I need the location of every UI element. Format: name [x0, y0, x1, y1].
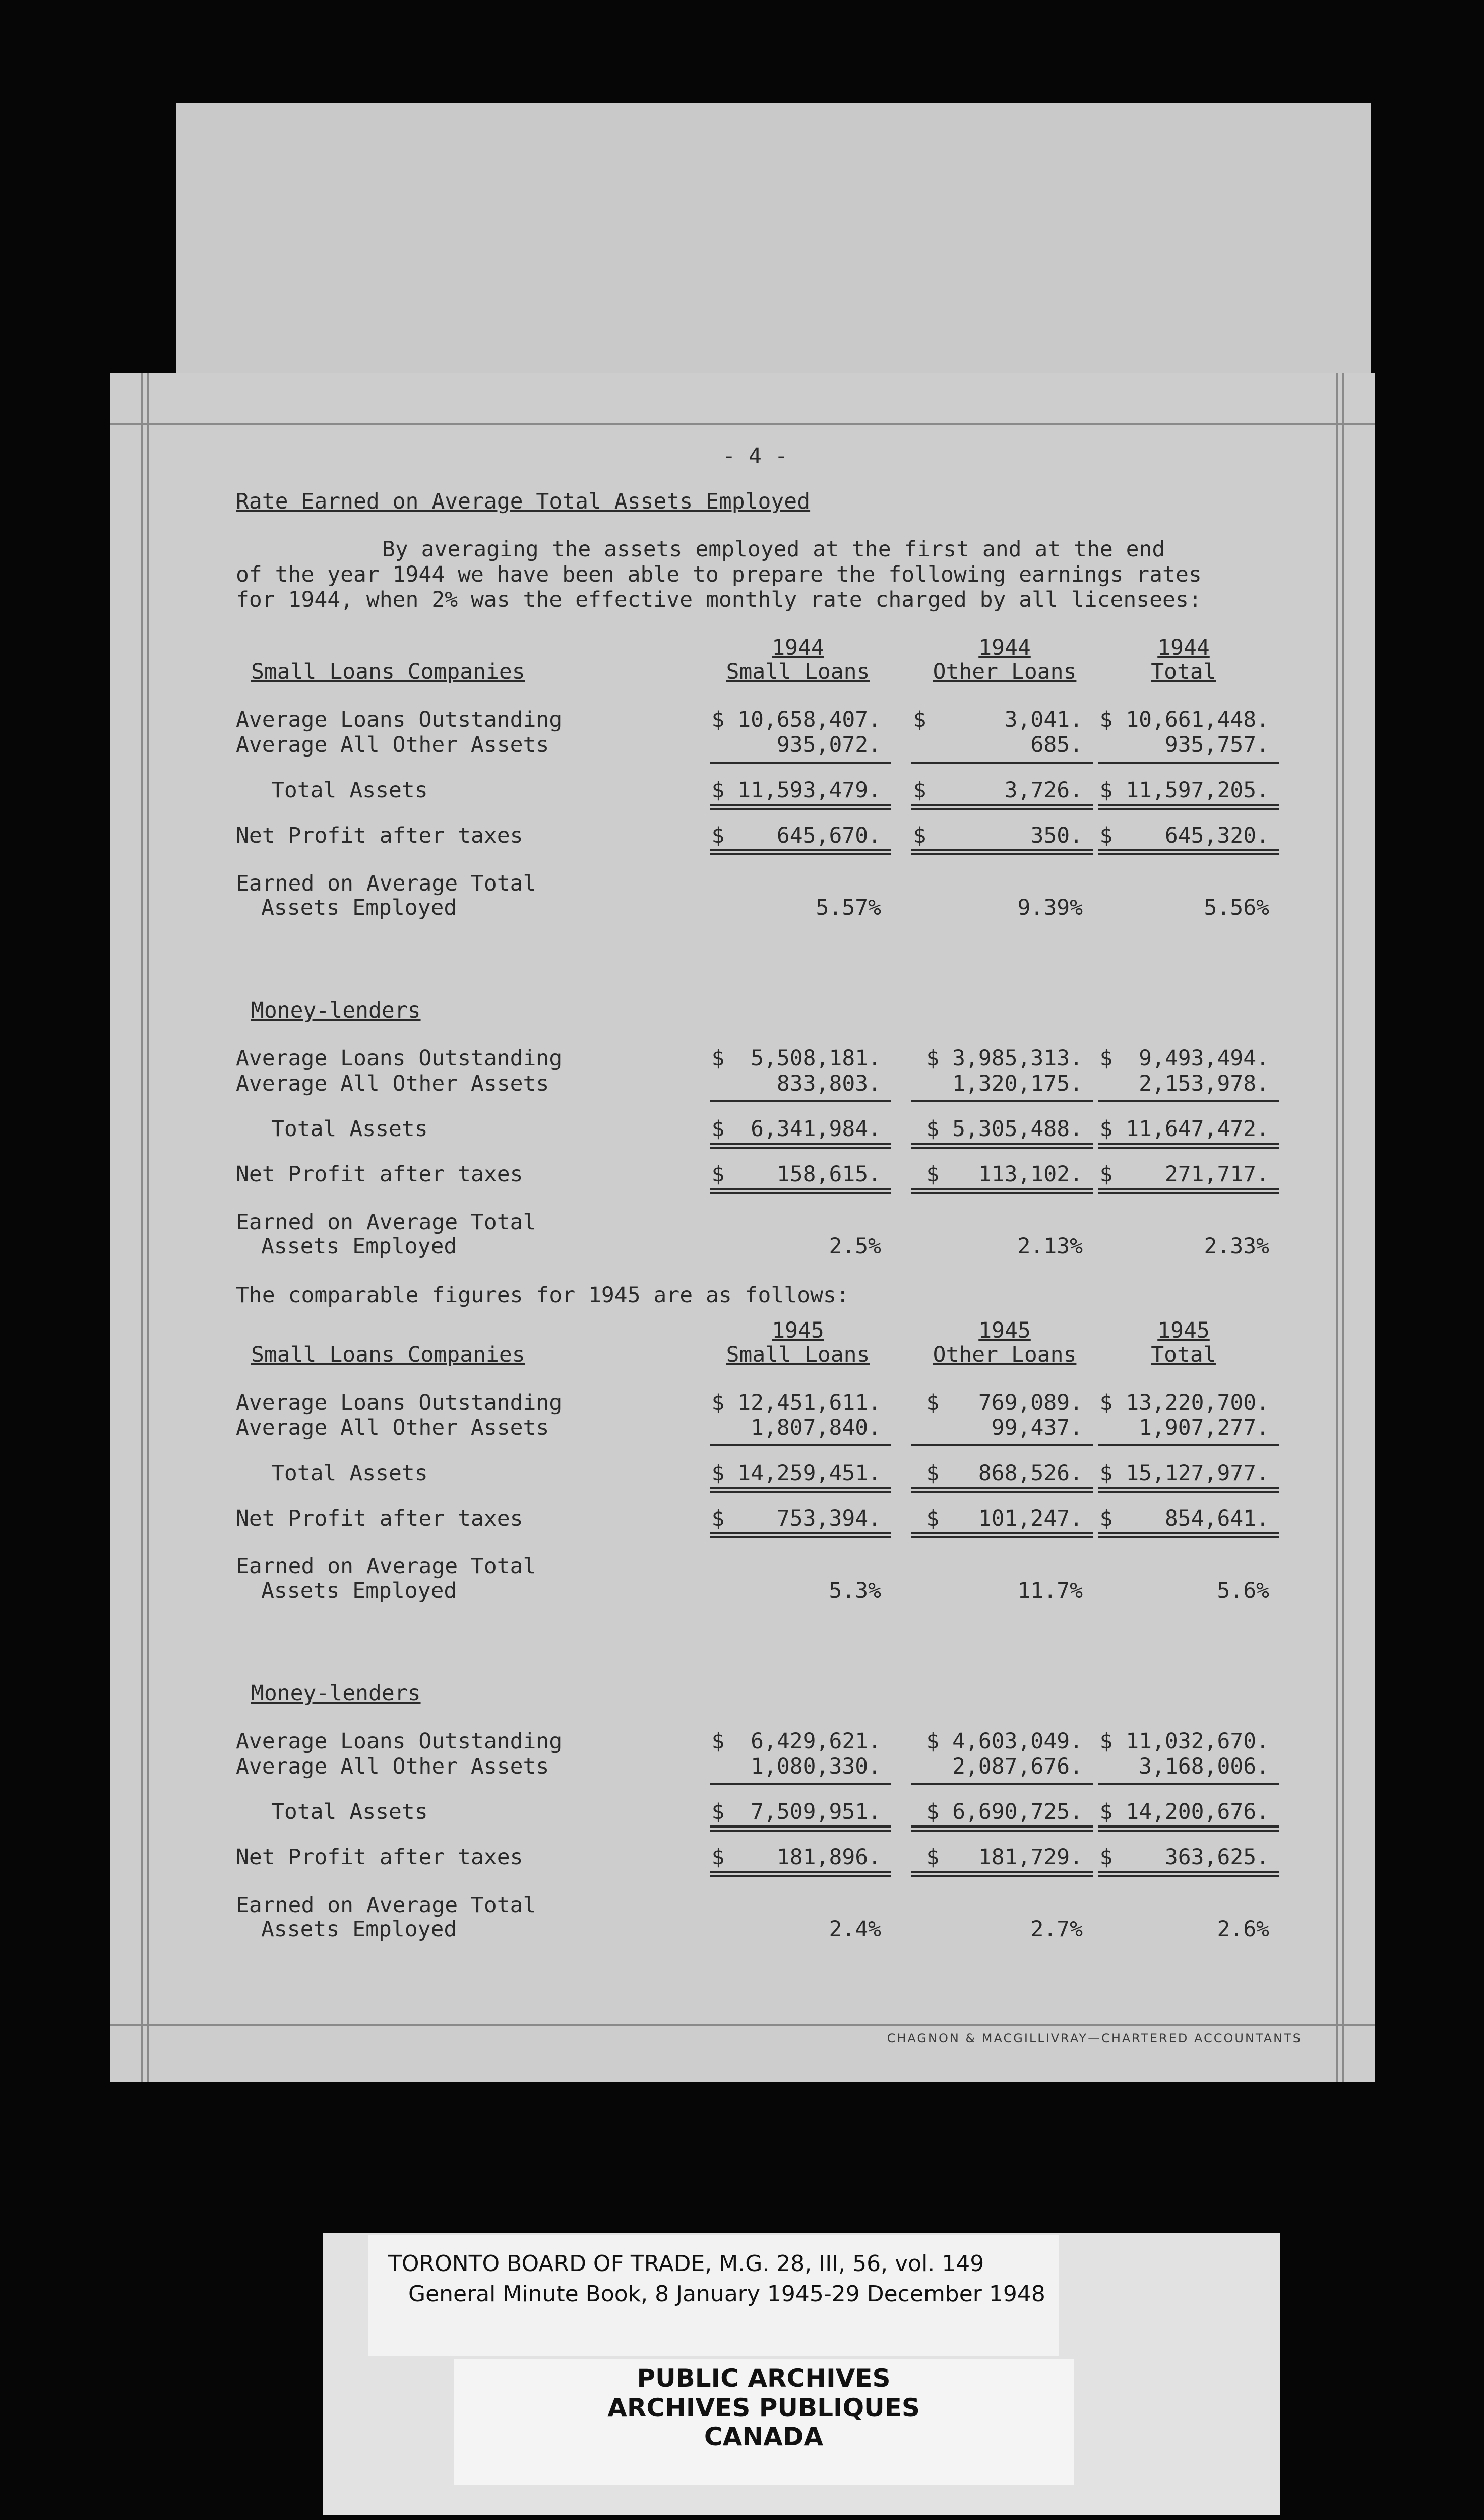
table-cell: 11.7%	[1017, 1578, 1083, 1603]
table-cell: 2.4%	[829, 1917, 881, 1942]
column-year-2: 1945	[1157, 1318, 1210, 1343]
table-cell: 99,437.	[991, 1415, 1083, 1440]
table-cell: 5.56%	[1204, 895, 1269, 920]
profit-double-rule	[1098, 1532, 1279, 1538]
profit-double-rule	[1098, 849, 1279, 855]
row-label: Assets Employed	[261, 1917, 457, 1942]
total-double-rule	[911, 1143, 1093, 1149]
table-cell: $ 11,597,205.	[1099, 778, 1269, 803]
table-cell: 2.5%	[829, 1234, 881, 1259]
subtotal-rule	[710, 762, 891, 764]
underlying-sheet	[176, 103, 1371, 386]
table-cell: $ 5,305,488.	[926, 1116, 1083, 1142]
section-title: Money-lenders	[251, 1681, 421, 1706]
total-double-rule	[710, 1143, 891, 1149]
archive-label	[368, 2235, 1059, 2356]
column-header-1: Other Loans	[933, 1342, 1077, 1367]
table-cell: 1,907,277.	[1139, 1415, 1269, 1440]
table-cell: 1,080,330.	[751, 1754, 881, 1779]
row-label: Total Assets	[271, 1116, 428, 1142]
row-label: Net Profit after taxes	[236, 1506, 523, 1531]
row-label: Earned on Average Total	[236, 871, 536, 896]
comparable-note: The comparable figures for 1945 are as follows:	[236, 1283, 849, 1308]
table-cell: $ 3,041.	[913, 707, 1083, 732]
total-double-rule	[911, 1825, 1093, 1832]
archive-label-line-1: TORONTO BOARD OF TRADE, M.G. 28, III, 56, vol. 149	[388, 2251, 984, 2277]
table-cell: $ 7,509,951.	[711, 1799, 881, 1824]
table-cell: $ 9,493,494.	[1099, 1046, 1269, 1071]
row-label: Total Assets	[271, 778, 428, 803]
profit-double-rule	[911, 1188, 1093, 1194]
table-cell: $ 5,508,181.	[711, 1046, 881, 1071]
row-label: Average All Other Assets	[236, 1415, 549, 1440]
firm-footer: CHAGNON & MACGILLIVRAY—CHARTERED ACCOUNTANTS	[887, 2031, 1302, 2045]
subtotal-rule	[911, 1444, 1093, 1446]
row-label: Average Loans Outstanding	[236, 707, 563, 732]
section-title: Small Loans Companies	[251, 659, 525, 684]
table-cell: $ 11,647,472.	[1099, 1116, 1269, 1142]
column-header-2: Total	[1151, 1342, 1216, 1367]
archive-stamp-line-1: PUBLIC ARCHIVES	[637, 2364, 891, 2393]
table-cell: $ 10,658,407.	[711, 707, 881, 732]
table-cell: 2,087,676.	[952, 1754, 1083, 1779]
table-cell: 2.7%	[1030, 1917, 1083, 1942]
row-label: Earned on Average Total	[236, 1893, 536, 1918]
column-year-2: 1944	[1157, 635, 1210, 660]
total-double-rule	[911, 804, 1093, 810]
table-cell: 9.39%	[1017, 895, 1083, 920]
subtotal-rule	[710, 1100, 891, 1102]
profit-double-rule	[911, 1532, 1093, 1538]
profit-double-rule	[1098, 1871, 1279, 1877]
subtotal-rule	[1098, 1100, 1279, 1102]
row-label: Average All Other Assets	[236, 732, 549, 758]
table-cell: $ 158,615.	[711, 1162, 881, 1187]
table-cell: $ 113,102.	[926, 1162, 1083, 1187]
document-content	[110, 373, 1375, 2082]
table-cell: $ 6,690,725.	[926, 1799, 1083, 1824]
row-label: Net Profit after taxes	[236, 1845, 523, 1870]
subtotal-rule	[1098, 762, 1279, 764]
column-year-1: 1945	[978, 1318, 1031, 1343]
table-cell: $ 271,717.	[1099, 1162, 1269, 1187]
subtotal-rule	[1098, 1444, 1279, 1446]
total-double-rule	[1098, 1143, 1279, 1149]
subtotal-rule	[911, 762, 1093, 764]
total-double-rule	[710, 804, 891, 810]
intro-line-2: of the year 1944 we have been able to prepare the following earnings rates	[236, 562, 1202, 587]
row-label: Assets Employed	[261, 895, 457, 920]
column-header-0: Small Loans	[726, 1342, 870, 1367]
page-heading: Rate Earned on Average Total Assets Employed	[236, 489, 811, 514]
row-label: Average Loans Outstanding	[236, 1046, 563, 1071]
profit-double-rule	[710, 1532, 891, 1538]
table-cell: $ 181,896.	[711, 1845, 881, 1870]
table-cell: $ 645,670.	[711, 823, 881, 848]
profit-double-rule	[710, 1188, 891, 1194]
total-double-rule	[1098, 1825, 1279, 1832]
subtotal-rule	[1098, 1783, 1279, 1785]
table-cell: $ 11,593,479.	[711, 778, 881, 803]
subtotal-rule	[911, 1783, 1093, 1785]
column-year-0: 1944	[772, 635, 824, 660]
table-cell: 5.57%	[816, 895, 881, 920]
table-cell: $ 13,220,700.	[1099, 1390, 1269, 1415]
table-cell: 2,153,978.	[1139, 1071, 1269, 1096]
table-cell: $ 645,320.	[1099, 823, 1269, 848]
table-cell: $ 868,526.	[926, 1461, 1083, 1486]
total-double-rule	[1098, 804, 1279, 810]
intro-line-3: for 1944, when 2% was the effective monthly rate charged by all licensees:	[236, 587, 1202, 612]
table-cell: $ 3,985,313.	[926, 1046, 1083, 1071]
row-label: Assets Employed	[261, 1234, 457, 1259]
archive-stamp	[454, 2359, 1074, 2485]
column-year-0: 1945	[772, 1318, 824, 1343]
column-header-2: Total	[1151, 659, 1216, 684]
profit-double-rule	[911, 849, 1093, 855]
total-double-rule	[710, 1487, 891, 1493]
profit-double-rule	[710, 849, 891, 855]
table-cell: $ 14,259,451.	[711, 1461, 881, 1486]
profit-double-rule	[1098, 1188, 1279, 1194]
table-cell: 2.13%	[1017, 1234, 1083, 1259]
table-cell: $ 769,089.	[926, 1390, 1083, 1415]
table-cell: 2.33%	[1204, 1234, 1269, 1259]
table-cell: $ 363,625.	[1099, 1845, 1269, 1870]
table-cell: 935,757.	[1164, 732, 1269, 758]
section-title: Money-lenders	[251, 998, 421, 1023]
table-cell: $ 11,032,670.	[1099, 1729, 1269, 1754]
row-label: Total Assets	[271, 1461, 428, 1486]
table-cell: $ 4,603,049.	[926, 1729, 1083, 1754]
table-cell: 3,168,006.	[1139, 1754, 1269, 1779]
archive-label-line-2: General Minute Book, 8 January 1945-29 December 1948	[408, 2281, 1045, 2307]
table-cell: $ 10,661,448.	[1099, 707, 1269, 732]
total-double-rule	[911, 1487, 1093, 1493]
table-cell: 5.6%	[1217, 1578, 1269, 1603]
row-label: Assets Employed	[261, 1578, 457, 1603]
page-number: - 4 -	[722, 444, 788, 469]
row-label: Earned on Average Total	[236, 1554, 536, 1579]
row-label: Average Loans Outstanding	[236, 1390, 563, 1415]
row-label: Average All Other Assets	[236, 1071, 549, 1096]
table-cell: $ 854,641.	[1099, 1506, 1269, 1531]
table-cell: $ 350.	[913, 823, 1083, 848]
table-cell: 935,072.	[776, 732, 881, 758]
subtotal-rule	[911, 1100, 1093, 1102]
table-cell: 685.	[1030, 732, 1083, 758]
column-header-0: Small Loans	[726, 659, 870, 684]
row-label: Average All Other Assets	[236, 1754, 549, 1779]
table-cell: $ 181,729.	[926, 1845, 1083, 1870]
row-label: Net Profit after taxes	[236, 1162, 523, 1187]
table-cell: $ 101,247.	[926, 1506, 1083, 1531]
column-year-1: 1944	[978, 635, 1031, 660]
table-cell: $ 12,451,611.	[711, 1390, 881, 1415]
row-label: Total Assets	[271, 1799, 428, 1824]
archive-stamp-line-2: ARCHIVES PUBLIQUES	[607, 2393, 920, 2422]
table-cell: $ 6,341,984.	[711, 1116, 881, 1142]
profit-double-rule	[911, 1871, 1093, 1877]
table-cell: 5.3%	[829, 1578, 881, 1603]
table-cell: $ 14,200,676.	[1099, 1799, 1269, 1824]
intro-line-1: By averaging the assets employed at the first and at the end	[382, 537, 1165, 562]
table-cell: $ 753,394.	[711, 1506, 881, 1531]
archive-stamp-line-3: CANADA	[704, 2422, 824, 2451]
row-label: Earned on Average Total	[236, 1210, 536, 1235]
total-double-rule	[710, 1825, 891, 1832]
table-cell: $ 15,127,977.	[1099, 1461, 1269, 1486]
table-cell: $ 6,429,621.	[711, 1729, 881, 1754]
total-double-rule	[1098, 1487, 1279, 1493]
table-cell: 833,803.	[776, 1071, 881, 1096]
document-page	[110, 373, 1375, 2082]
profit-double-rule	[710, 1871, 891, 1877]
column-header-1: Other Loans	[933, 659, 1077, 684]
row-label: Net Profit after taxes	[236, 823, 523, 848]
table-cell: 1,320,175.	[952, 1071, 1083, 1096]
subtotal-rule	[710, 1444, 891, 1446]
table-cell: 2.6%	[1217, 1917, 1269, 1942]
table-cell: 1,807,840.	[751, 1415, 881, 1440]
table-cell: $ 3,726.	[913, 778, 1083, 803]
subtotal-rule	[710, 1783, 891, 1785]
section-title: Small Loans Companies	[251, 1342, 525, 1367]
row-label: Average Loans Outstanding	[236, 1729, 563, 1754]
